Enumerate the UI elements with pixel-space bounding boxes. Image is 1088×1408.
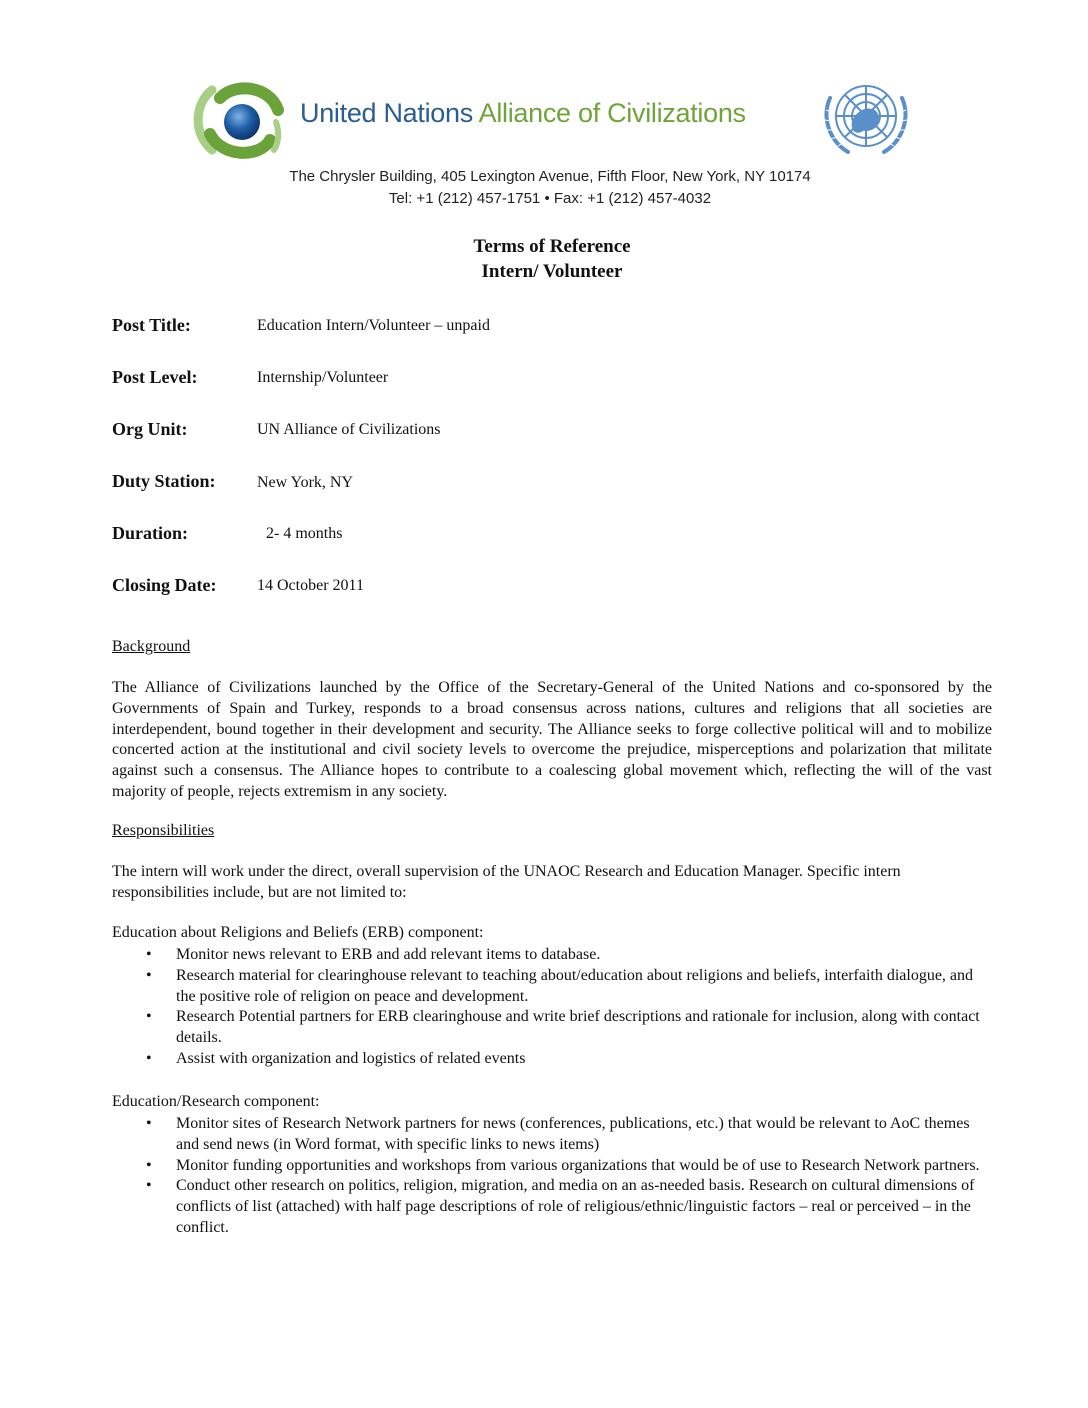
- research-component-list: [112, 1114, 982, 1239]
- responsibilities-intro: The intern will work under the direct, overall supervision of the UNAOC Research and Education Manager. Specific intern responsibilities include, but are not limited to:: [112, 863, 901, 901]
- contact-line: Tel: +1 (212) 457-1751 • Fax: +1 (212) 457-4032: [388, 190, 712, 207]
- unaoc-logo-icon: [190, 78, 290, 162]
- post-level-label: Post Level:: [112, 367, 198, 387]
- erb-component-list: [112, 945, 982, 1070]
- duration-label: Duration:: [112, 523, 188, 543]
- bullet-icon: •: [146, 1008, 152, 1026]
- closing-date-label: Closing Date:: [112, 575, 217, 595]
- org-unit-value: UN Alliance of Civilizations: [257, 421, 441, 438]
- post-title-value: Education Intern/Volunteer – unpaid: [257, 317, 490, 334]
- list-item: • Assist with organization and logistics of related events: [112, 1049, 982, 1070]
- post-level-value: Internship/Volunteer: [257, 369, 389, 386]
- list-item: • Monitor news relevant to ERB and add relevant items to database.: [112, 945, 982, 966]
- post-title-label: Post Title:: [112, 315, 191, 335]
- list-item: • Monitor funding opportunities and workshops from various organizations that would be of use to Research Network partners.: [112, 1156, 982, 1177]
- organization-name: [300, 98, 746, 129]
- background-paragraph: The Alliance of Civilizations launched by the Office of the Secretary-General of the United Nations and co-sponsored by the Governments of Spain and Turkey, responds to a broad consensus across nations, cultures and religions that all societies are interdependent, bound together in their development and security. The Alliance seeks to forge collective political will and to mobilize concerted action at the institutional and civil society levels to overcome the prejudice, misperceptions and polarization that militate against such a consensus. The Alliance hopes to contribute to a coalescing global movement which, reflecting the will of the vast majority of people, rejects extremism in any society.: [112, 679, 992, 800]
- list-item: • Research Potential partners for ERB clearinghouse and write brief descriptions and rationale for inclusion, along with contact details.: [146, 1008, 980, 1047]
- bullet-icon: •: [146, 1049, 152, 1067]
- responsibilities-heading: Responsibilities: [112, 822, 215, 839]
- list-item: • Conduct other research on politics, religion, migration, and media on an as-needed basis. Research on cultural dimensions of conflicts of list (attached) with half page descriptions of role of religious/ethnic/linguistic factors – real or perceived – in the conflict.: [146, 1177, 975, 1236]
- bullet-icon: •: [146, 1177, 152, 1195]
- list-item: • Research material for clearinghouse relevant to teaching about/education about religions and beliefs, interfaith dialogue, and the positive role of religion on peace and development.: [146, 966, 974, 1005]
- background-heading: Background: [112, 638, 191, 655]
- bullet-icon: •: [146, 966, 152, 984]
- document-title: Terms of Reference: [473, 236, 631, 257]
- org-name-un: United Nations: [300, 98, 473, 128]
- list-item: • Monitor sites of Research Network partners for news (conferences, publications, etc.) that would be relevant to AoC themes and send news (in Word format, with specific links to news items): [146, 1115, 970, 1153]
- bullet-icon: •: [146, 946, 152, 963]
- un-emblem-icon: [816, 78, 916, 160]
- closing-date-value: 14 October 2011: [257, 577, 364, 594]
- erb-component-heading: Education about Religions and Beliefs (ERB) component:: [112, 924, 484, 941]
- document-subtitle: Intern/ Volunteer: [481, 261, 623, 282]
- duration-value: 2- 4 months: [266, 525, 343, 542]
- research-component-heading: Education/Research component:: [112, 1093, 320, 1110]
- bullet-icon: •: [146, 1115, 152, 1132]
- duty-station-label: Duty Station:: [112, 471, 216, 491]
- address-line: The Chrysler Building, 405 Lexington Avenue, Fifth Floor, New York, NY 10174: [289, 168, 811, 185]
- org-unit-label: Org Unit:: [112, 419, 188, 439]
- org-name-aoc: Alliance of Civilizations: [478, 98, 746, 128]
- bullet-icon: •: [146, 1156, 152, 1174]
- duty-station-value: New York, NY: [257, 474, 354, 491]
